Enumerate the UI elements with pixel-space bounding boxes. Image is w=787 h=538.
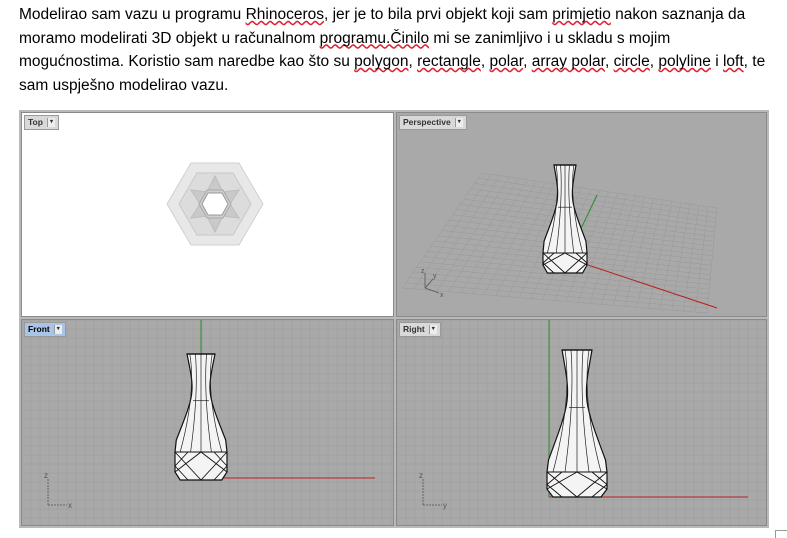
front-grid (22, 320, 394, 526)
axis-label-up: z (419, 471, 423, 480)
rhino-viewports-image (19, 110, 769, 528)
axis-label-side: x (440, 292, 444, 299)
viewport-label-perspective[interactable]: Perspective ▾ (399, 115, 467, 130)
axis-label-side: y (443, 501, 447, 510)
viewport-top[interactable] (21, 112, 394, 317)
spell-loft: loft (722, 53, 744, 70)
axis-label-third: y (433, 273, 437, 280)
spell-array-polar: array polar (531, 53, 605, 70)
axis-label-side: x (68, 501, 72, 510)
axis-label-up: z (44, 471, 48, 480)
viewport-right[interactable] (396, 319, 767, 526)
spell-polyline: polyline (658, 53, 711, 70)
vase-model (547, 350, 607, 497)
chevron-down-icon[interactable]: ▾ (429, 325, 437, 334)
perspective-grid (397, 113, 767, 317)
axis-label-up: z (421, 268, 425, 275)
right-grid (397, 320, 767, 526)
chevron-down-icon[interactable]: ▾ (455, 118, 463, 127)
spell-primjetio: primjetio (552, 6, 611, 23)
chevron-down-icon[interactable]: ▾ (54, 325, 62, 334)
vase-model (543, 165, 587, 273)
spell-rectangle: rectangle (417, 53, 481, 70)
viewport-label-front[interactable]: Front ▾ (24, 322, 66, 337)
spell-rhinoceros: Rhinoceros (245, 6, 324, 23)
spell-polygon: polygon (354, 53, 409, 70)
description-paragraph: Modelirao sam vazu u programu Rhinoceros, jer je to bila prvi objekt koji sam primjetio nakon saznanja da moramo modelirati 3D objekt u računalnom programu.Činilo mi se zanimljivo i u skladu s mojim mogućnostima. Koristio sam naredbe kao što su polygon, rectangle, polar, array polar, circle, polyline i loft, te sam uspješno modelirao vazu. (19, 6, 766, 94)
top-view-vase-icon (22, 113, 394, 317)
chevron-down-icon[interactable]: ▾ (47, 118, 55, 127)
viewport-perspective[interactable] (396, 112, 767, 317)
viewport-front[interactable] (21, 319, 394, 526)
spell-circle: circle (613, 53, 650, 70)
viewport-label-right[interactable]: Right ▾ (399, 322, 441, 337)
spell-programu: programu.Činilo (319, 29, 430, 47)
axis-gizmo-icon (421, 268, 444, 299)
viewport-label-top[interactable]: Top ▾ (24, 115, 59, 130)
vase-model (175, 354, 227, 480)
spell-polar: polar (489, 53, 524, 70)
